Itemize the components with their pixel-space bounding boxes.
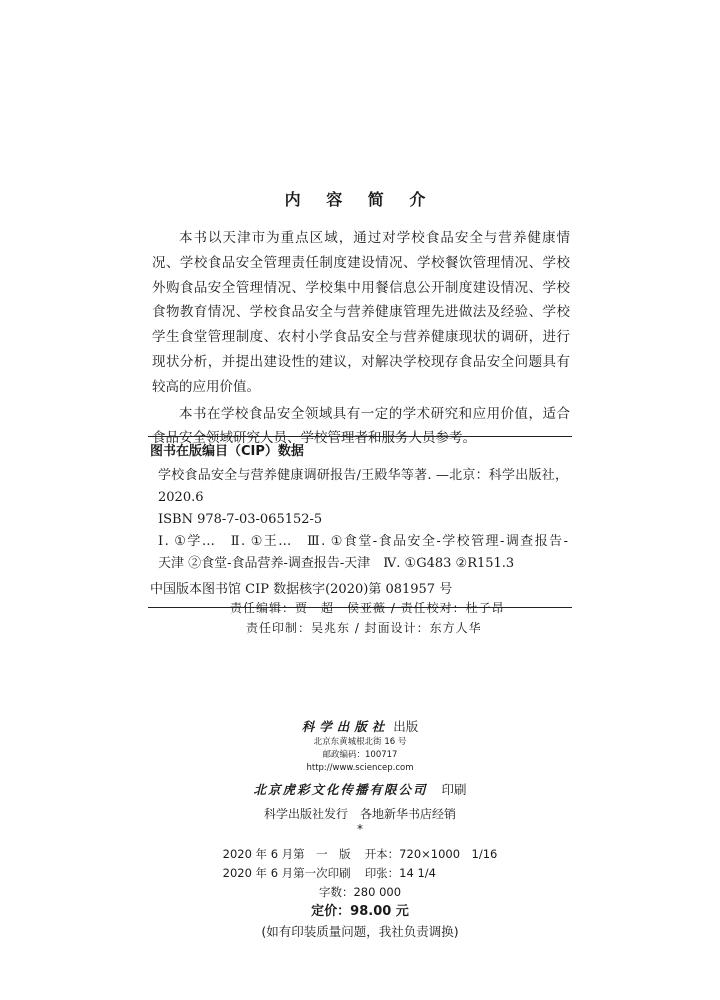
publisher-name: 科学出版社	[301, 719, 390, 734]
word-count: 字数：280 000	[318, 885, 402, 899]
cip-subject-line: 天津 ②食堂-食品营养-调查报告-天津 Ⅳ. ①G483 ②R151.3	[158, 556, 515, 571]
publisher-role: 出版	[393, 719, 419, 734]
quality-notice: (如有印装质量问题，我社负责调换)	[261, 924, 459, 939]
cip-heading: 图书在版编目（CIP）数据	[150, 444, 304, 459]
edition: 2020 年 6 月第 一 版	[222, 847, 351, 861]
colophon	[0, 718, 720, 942]
cip-body	[148, 465, 572, 575]
cip-subject-line: Ⅰ. ①学… Ⅱ. ①王… Ⅲ. ①食堂-食品安全-学校管理-调查报告-	[158, 534, 568, 549]
printer-line	[0, 779, 720, 801]
publisher-website: http://www.sciencep.com	[306, 763, 414, 773]
price-label: 定价：	[311, 904, 351, 919]
printer-name: 北京虎彩文化传播有限公司	[253, 782, 428, 797]
cip-title-line: 学校食品安全与营养健康调研报告/王殿华等著. —北京：科学出版社，	[158, 468, 568, 483]
separator-star: *	[357, 822, 363, 836]
publisher-postcode: 邮政编码：100717	[322, 750, 398, 760]
price	[0, 902, 720, 922]
printed-sheets: 印张：14 1/4	[364, 866, 436, 880]
printer-role: 印刷	[441, 782, 467, 797]
editors-row: 责任印制：吴兆东 / 封面设计：东方人华	[246, 621, 482, 635]
printing: 2020 年 6 月第一次印刷	[222, 866, 351, 880]
cip-isbn: ISBN 978-7-03-065152-5	[158, 512, 323, 527]
cip-data-block	[148, 436, 572, 608]
publisher-line	[0, 718, 720, 736]
publisher-address: 北京东黄城根北街 16 号	[313, 737, 407, 747]
summary-text	[152, 226, 570, 451]
cip-verification-number: 中国版本图书馆 CIP 数据核字(2020)第 081957 号	[150, 582, 453, 597]
summary-title: 内 容 简 介	[284, 190, 436, 209]
cip-date-line: 2020.6	[158, 490, 204, 505]
price-value: 98.00 元	[350, 904, 409, 919]
distribution-line: 科学出版社发行 各地新华书店经销	[263, 807, 456, 821]
summary-paragraph: 本书以天津市为重点区域，通过对学校食品安全与营养健康情况、学校食品安全管理责任制度建设情况、学校餐饮管理情况、学校外购食品安全管理情况、学校集中用餐信息公开制度建设情况、学校食物教育情况、学校食品安全与营养健康管理先进做法及经验、学校学生食堂管理制度、农村小学食品安全与营养健康现状的调研，进行现状分析，并提出建设性的建议，对解决学校现存食品安全问题具有较高的应用价值。	[152, 230, 570, 395]
edition-info	[223, 845, 498, 883]
format: 开本：720×1000 1/16	[364, 847, 498, 861]
summary-paragraph: 本书在学校食品安全领域具有一定的学术研究和应用价值，适合食品安全领域研究人员、学校管理者和服务人员参考。	[152, 405, 570, 447]
editors-row: 责任编辑：贾 超 侯亚薇 / 责任校对：杜子昂	[230, 601, 505, 615]
